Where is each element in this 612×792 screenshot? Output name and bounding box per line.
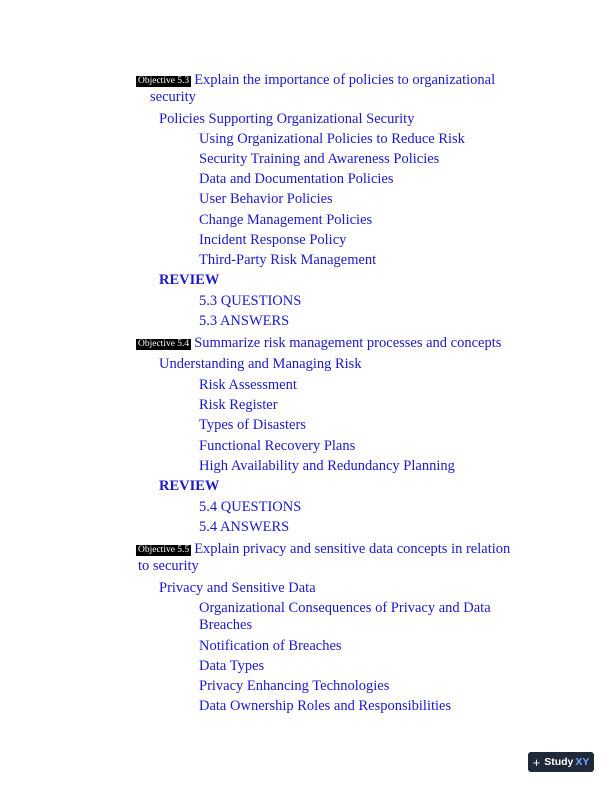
toc-answers-5-4[interactable]: 5.4 ANSWERS: [199, 519, 290, 535]
objective-title-continuation: security: [150, 89, 196, 105]
objective-badge: Objective 5.5: [138, 545, 190, 555]
objective-title-continuation: to security: [138, 558, 199, 574]
toc-item[interactable]: User Behavior Policies: [199, 191, 333, 207]
toc-item[interactable]: High Availability and Redundancy Planning: [199, 458, 455, 474]
objective-title-text: Explain the importance of policies to organizational: [194, 72, 496, 88]
plus-icon: +: [532, 754, 541, 770]
toc-item[interactable]: Privacy Enhancing Technologies: [199, 678, 390, 694]
toc-item[interactable]: Notification of Breaches: [199, 638, 342, 654]
toc-item[interactable]: Risk Register: [199, 397, 278, 413]
toc-item[interactable]: Data Types: [199, 658, 265, 674]
toc-review-5-4[interactable]: REVIEW: [159, 478, 220, 494]
toc-review-5-3[interactable]: REVIEW: [159, 272, 220, 288]
toc-item[interactable]: Incident Response Policy: [199, 232, 347, 248]
toc-item[interactable]: Data Ownership Roles and Responsibilities: [199, 698, 452, 714]
toc-heading-policies[interactable]: Policies Supporting Organizational Security: [159, 111, 415, 127]
logo-word: Study: [544, 756, 574, 768]
toc-questions-5-3[interactable]: 5.3 QUESTIONS: [199, 293, 302, 309]
objective-title-text: Explain privacy and sensitive data concepts in relation: [194, 541, 511, 557]
objective-title-text: Summarize risk management processes and concepts: [194, 335, 502, 351]
toc-item[interactable]: Data and Documentation Policies: [199, 171, 394, 187]
toc-heading-risk[interactable]: Understanding and Managing Risk: [159, 356, 362, 372]
toc-questions-5-4[interactable]: 5.4 QUESTIONS: [199, 499, 302, 515]
objective-5-3-title[interactable]: [136, 72, 536, 106]
toc-heading-privacy[interactable]: Privacy and Sensitive Data: [159, 580, 316, 596]
toc-item[interactable]: Third-Party Risk Management: [199, 252, 377, 268]
toc-answers-5-3[interactable]: 5.3 ANSWERS: [199, 313, 290, 329]
toc-item[interactable]: Security Training and Awareness Policies: [199, 151, 440, 167]
toc-item[interactable]: Using Organizational Policies to Reduce Risk: [199, 131, 465, 147]
objective-badge: Objective 5.4: [138, 339, 190, 349]
toc-item[interactable]: Types of Disasters: [199, 417, 306, 433]
objective-5-5-title[interactable]: [136, 541, 536, 575]
objective-5-4-title[interactable]: [136, 335, 556, 352]
objective-badge: Objective 5.3: [138, 76, 190, 86]
toc-item[interactable]: Risk Assessment: [199, 377, 297, 393]
toc-item[interactable]: Organizational Consequences of Privacy and Data Breaches: [199, 600, 491, 633]
studyxy-logo: [528, 752, 594, 772]
toc-item[interactable]: Functional Recovery Plans: [199, 438, 356, 454]
toc-item[interactable]: Change Management Policies: [199, 212, 373, 228]
logo-accent: XY: [575, 756, 590, 768]
